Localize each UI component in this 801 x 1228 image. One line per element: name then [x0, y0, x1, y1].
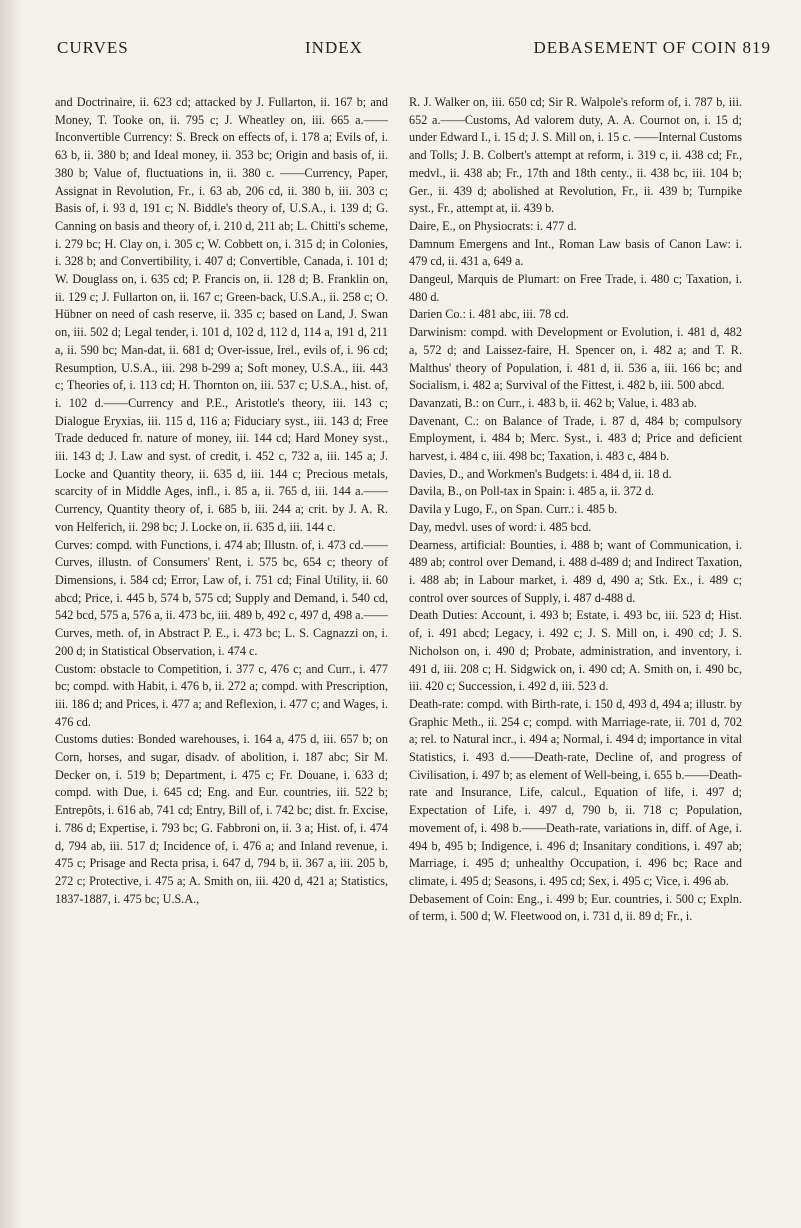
index-entry: Custom: obstacle to Competition, i. 377 c, 476 c; and Curr., i. 477 bc; compd. with Habit, i. 476 b, ii. 272 a; compd. with Prescription, iii. 186 d; and Prices, i. 477 a; and Reflexion, i. 477 c; and Wages, i. 476 cd. — [55, 661, 388, 729]
index-entry: Customs duties: Bonded warehouses, i. 164 a, 475 d, iii. 657 b; on Corn, horses, and sugar, disadv. of abolition, i. 187 abc; Sir M. Decker on, i. 519 b; Department, i. 475 c; Fr. Douane, i. 633 d; compd. with Due, i. 645 cd; Eng. and Eur. countries, iii. 522 b; Entrepôts, i. 616 ab, 741 cd; Entry, Bill of, i. 742 bc; dist. fr. Excise, i. 786 d; Expertise, i. 793 bc; G. Fabbroni on, ii. 3 a; Hist. of, i. 474 d, 794 ab, iii. 517 d; Incidence of, i. 476 a; and Inland revenue, i. 475 c; Prisage and Recta prisa, i. 647 d, 794 b, ii. 367 a, iii. 205 b, 272 c; Protective, i. 475 a; A. Smith on, iii. 420 d, 421 a; Statistics, 1837-1887, i. 475 bc; U.S.A., — [55, 732, 388, 906]
index-entry: Curves: compd. with Functions, i. 474 ab; Illustn. of, i. 473 cd.——Curves, illustn. of Consumers' Rent, i. 575 bc, 654 c; theory of Dimensions, i. 584 cd; Error, Law of, i. 751 cd; Final Utility, ii. 60 abcd; Price, i. 445 b, 574 b, 575 cd; Supply and Demand, i. 540 cd, 542 bcd, 575 a, 576 a, ii. 473 bc, iii. 489 b, 492 c, 497 d, 498 a.——Curves, meth. of, in Abstract P. E., i. 473 bc; L. S. Cagnazzi on, i. 200 d; in Statistical Observation, i. 474 c. — [55, 537, 388, 658]
header-left: CURVES — [57, 38, 129, 57]
left-column — [55, 94, 388, 908]
index-entry: Day, medvl. uses of word: i. 485 bcd. — [409, 519, 592, 534]
index-entry: Darwinism: compd. with Development or Evolution, i. 481 d, 482 a, 572 d; and Laissez-faire, H. Spencer on, i. 482 a; and T. R. Malthus' theory of Population, i. 481 d, ii. 536 a, iii. 166 bc; and Socialism, i. 482 a; Survival of the Fittest, i. 482 b, iii. 500 abcd. — [409, 325, 742, 393]
page-binding-shadow — [0, 0, 22, 1228]
index-entry: Debasement of Coin: Eng., i. 499 b; Eur. countries, i. 500 c; Expln. of term, i. 500 d; W. Fleetwood on, i. 731 d, ii. 89 d; Fr., i. — [409, 891, 742, 924]
index-entry: Davanzati, B.: on Curr., i. 483 b, ii. 462 b; Value, i. 483 ab. — [409, 395, 697, 410]
index-entry: Davila y Lugo, F., on Span. Curr.: i. 485 b. — [409, 502, 618, 517]
index-entry: Dangeul, Marquis de Plumart: on Free Trade, i. 480 c; Taxation, i. 480 d. — [409, 272, 742, 304]
index-entry: Damnum Emergens and Int., Roman Law basis of Canon Law: i. 479 cd, ii. 431 a, 649 a. — [409, 236, 742, 269]
index-entry: Death-rate: compd. with Birth-rate, i. 150 d, 493 d, 494 a; illustr. by Graphic Meth., ii. 254 c; compd. with Marriage-rate, ii. 701 d, 702 a; rel. to Natural incr., i. 494 a; Normal, i. 494 d; importance in vital Statistics, i. 493 d.——Death-rate, Decline of, and progress of Civilisation, i. 497 b; as element of Well-being, i. 655 b.——Death-rate and Insurance, Life, calcul., Equation of life, i. 497 d; Expectation of Life, i. 497 d, 790 b, ii. 718 c; Population, movement of, i. 498 b.——Death-rate, variations in, diff. of Age, i. 494 b, 495 b; Indigence, i. 496 d; Insanitary conditions, i. 497 ab; Marriage, i. 495 d; unhealthy Occupation, i. 496 bc; Race and climate, i. 495 d; Seasons, i. 495 cd; Sex, i. 495 c; Vice, i. 496 ab. — [409, 696, 742, 888]
running-header — [57, 38, 771, 62]
right-column — [409, 94, 742, 926]
header-center: INDEX — [305, 38, 363, 57]
index-entry: Darien Co.: i. 481 abc, iii. 78 cd. — [409, 307, 569, 322]
index-entry: Davies, D., and Workmen's Budgets: i. 484 d, ii. 18 d. — [409, 466, 672, 481]
index-entry: Death Duties: Account, i. 493 b; Estate, i. 493 bc, iii. 523 d; Hist. of, i. 491 abcd; Legacy, i. 492 c; J. S. Mill on, i. 490 cd; J. S. Nicholson on, i. 490 d; Probate, administration, and inventory, i. 491 d, iii. 208 c; H. Sidgwick on, i. 490 cd; A. Smith on, i. 490 bc, iii. 420 c; Succession, i. 492 d, iii. 523 d. — [409, 608, 742, 694]
index-entry: and Doctrinaire, ii. 623 cd; attacked by J. Fullarton, ii. 167 b; and Money, T. Tooke on, ii. 795 c; J. Wheatley on, iii. 665 a.——Inconvertible Currency: S. Breck on effects of, i. 178 a; Evils of, i. 63 b, ii. 380 b; and Ideal money, ii. 353 bc; Origin and basis of, ii. 380 b; Value of, fluctuations in, ii. 380 c. ——Currency, Paper, Assignat in Revolution, Fr., i. 63 ab, 206 cd, ii. 380 b, iii. 303 c; Basis of, i. 93 d, 191 c; N. Biddle's theory of, U.S.A., i. 139 d; G. Canning on basis and theory of, i. 210 d, 211 ab; L. Chitti's scheme, i. 279 bc; H. Clay on, i. 305 c; W. Cobbett on, i. 315 d; in Colonies, i. 328 b; and Convertibility, i. 407 d; Convertible, Canada, i. 101 d; W. Douglass on, i. 635 cd; P. Francis on, ii. 128 d; B. Franklin on, ii. 129 c; J. Fullarton on, ii. 167 c; Green-back, U.S.A., ii. 258 c; O. Hübner on need of cash reserve, ii. 335 c; based on Land, J. Swan on, iii. 502 d; Legal tender, i. 101 d, 102 d, 112 d, 114 a, 191 d, 211 a, ii. 590 bc; Man-dat, ii. 681 d; Over-issue, Irel., evils of, i. 96 cd; Resumption, U.S.A., iii. 298 b-299 a; Soft money, U.S.A., iii. 443 c; Theories of, i. 113 cd; H. Thornton on, iii. 537 c; U.S.A., hist. of, i. 102 d.——Currency and P.E., Aristotle's theory, iii. 143 c; Dialogue Eryxias, iii. 115 d, 116 a; Fiduciary syst., iii. 143 d; Free Trade deduced fr. nature of money, iii. 144 cd; Hard Money syst., iii. 143 d; J. Law and syst. of credit, i. 452 c, 732 a, iii. 145 a; J. Locke and Quantity theory, ii. 635 d, iii. 144 c; Precious metals, scarcity of in Middle Ages, infl., i. 85 a, ii. 765 d, iii. 144 a.——Currency, Quantity theory of, i. 685 b, iii. 244 a; crit. by J. A. R. von Helferich, ii. 298 bc; J. Locke on, ii. 635 d, iii. 144 c. — [55, 95, 388, 534]
index-entry: Davenant, C.: on Balance of Trade, i. 87 d, 484 b; compulsory Employment, i. 484 b; Merc. Syst., i. 483 d; Price and deficient harvest, i. 484 c, iii. 498 bc; Taxation, i. 483 c, 484 b. — [409, 413, 742, 464]
header-right: DEBASEMENT OF COIN 819 — [533, 38, 771, 57]
index-entry: Davila, B., on Poll-tax in Spain: i. 485 a, ii. 372 d. — [409, 484, 655, 499]
index-entry: Dearness, artificial: Bounties, i. 488 b; want of Communication, i. 489 ab; control over Demand, i. 488 d-489 d; and Indirect Taxation, i. 488 ab; in Labour market, i. 489 d, 490 a; Stk. Ex., i. 489 c; control over sources of Supply, i. 487 d-488 d. — [409, 537, 742, 605]
index-entry: R. J. Walker on, iii. 650 cd; Sir R. Walpole's reform of, i. 787 b, iii. 652 a.——Customs, Ad valorem duty, A. A. Cournot on, i. 15 d; under Edward I., i. 15 d; J. S. Mill on, i. 15 c. ——Internal Customs and Tolls; J. B. Colbert's attempt at reform, i. 319 c, ii. 438 cd; Fr., medvl., ii. 438 ab; Fr., 17th and 18th centy., ii. 438 bc, iii. 104 b; Ger., ii. 439 d; abolished at Revolution, Fr., ii. 439 b; Turnpike syst., Fr., attempt at, ii. 439 b. — [409, 95, 742, 216]
index-entry: Daire, E., on Physiocrats: i. 477 d. — [409, 218, 577, 233]
